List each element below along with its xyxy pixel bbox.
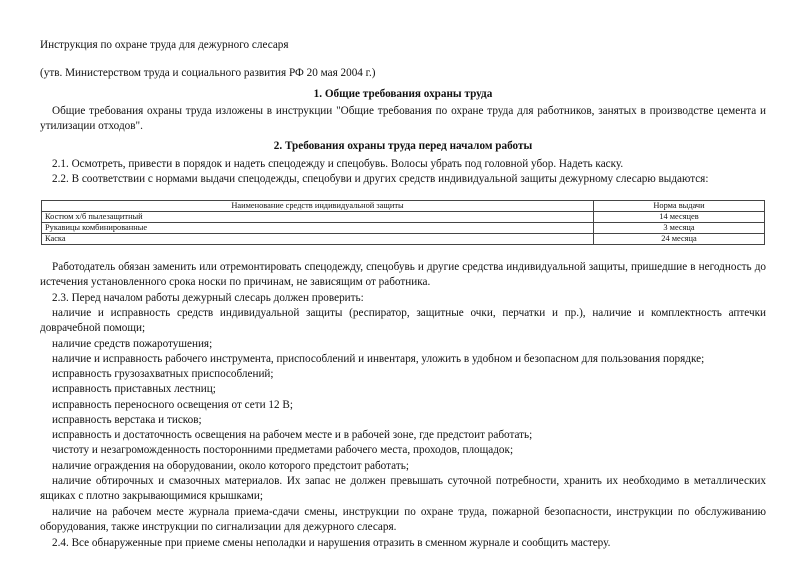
check-item: наличие на рабочем месте журнала приема-сдачи смены, инструкции по охране труда, пожарной безопасности, инструкции по обслуживанию оборудования, также инструкции по сигнализации для дежурного слесаря.	[40, 506, 766, 534]
paragraph-2-1: 2.1. Осмотреть, привести в порядок и надеть спецодежду и спецобувь. Волосы убрать под головной убор. Надеть каску.	[52, 158, 624, 170]
table-cell-item: Рукавицы комбинированные	[42, 223, 594, 234]
check-item: наличие средств пожаротушения;	[52, 338, 213, 350]
check-item: наличие и исправность средств индивидуальной защиты (респиратор, защитные очки, перчатки и пр.), наличие и комплектность аптечки доврачебной помощи;	[40, 307, 766, 335]
table-header-item: Наименование средств индивидуальной защиты	[42, 201, 594, 212]
check-item: чистоту и незагроможденность посторонними предметами рабочего места, проходов, площадок;	[52, 444, 514, 456]
table-cell-item: Каска	[42, 234, 594, 245]
table-row	[42, 234, 765, 245]
check-item: исправность переносного освещения от сети 12 В;	[52, 399, 293, 411]
table-cell-norm: 24 месяца	[594, 234, 765, 245]
table-header-norm: Норма выдачи	[594, 201, 765, 212]
approval-note: (утв. Министерством труда и социального развития РФ 20 мая 2004 г.)	[40, 67, 376, 79]
document-title: Инструкция по охране труда для дежурного слесаря	[40, 39, 289, 51]
employer-obligation: Работодатель обязан заменить или отремонтировать спецодежду, спецобувь и другие средства индивидуальной защиты, пришедшие в негодность до истечения установленного срока носки по причинам, не зависящим от работника.	[40, 261, 766, 289]
section-1-text: Общие требования охраны труда изложены в инструкции "Общие требования по охране труда для работников, занятых в производстве цемента и утилизации отходов".	[40, 105, 766, 133]
check-item: исправность грузозахватных приспособлений;	[52, 368, 274, 380]
check-item: наличие обтирочных и смазочных материалов. Их запас не должен превышать суточной потребности, хранить их необходимо в металлических ящиках с плотно закрывающимися крышками;	[40, 475, 766, 503]
paragraph-2-4: 2.4. Все обнаруженные при приеме смены неполадки и нарушения отразить в сменном журнале и сообщить мастеру.	[52, 537, 611, 549]
check-item: наличие ограждения на оборудовании, около которого предстоит работать;	[52, 460, 409, 472]
section-1-heading: 1. Общие требования охраны труда	[313, 88, 493, 100]
check-item: исправность верстака и тисков;	[52, 414, 202, 426]
check-item: исправность и достаточность освещения на рабочем месте и в рабочей зоне, где предстоит работать;	[52, 429, 533, 441]
paragraph-2-3: 2.3. Перед началом работы дежурный слесарь должен проверить:	[52, 292, 364, 304]
ppe-norms-table	[41, 200, 765, 245]
table-row	[42, 223, 765, 234]
table-cell-norm: 3 месяца	[594, 223, 765, 234]
table-cell-norm: 14 месяцев	[594, 212, 765, 223]
paragraph-2-2: 2.2. В соответствии с нормами выдачи спецодежды, спецобуви и других средств индивидуальной защиты дежурному слесарю выдаются:	[52, 173, 709, 185]
section-2-heading: 2. Требования охраны труда перед началом работы	[273, 140, 533, 152]
table-row	[42, 212, 765, 223]
check-item: наличие и исправность рабочего инструмента, приспособлений и инвентаря, уложить в удобном и безопасном для пользования порядке;	[52, 353, 705, 365]
table-header-row	[42, 201, 765, 212]
check-item: исправность приставных лестниц;	[52, 383, 216, 395]
table-cell-item: Костюм х/б пылезащитный	[42, 212, 594, 223]
